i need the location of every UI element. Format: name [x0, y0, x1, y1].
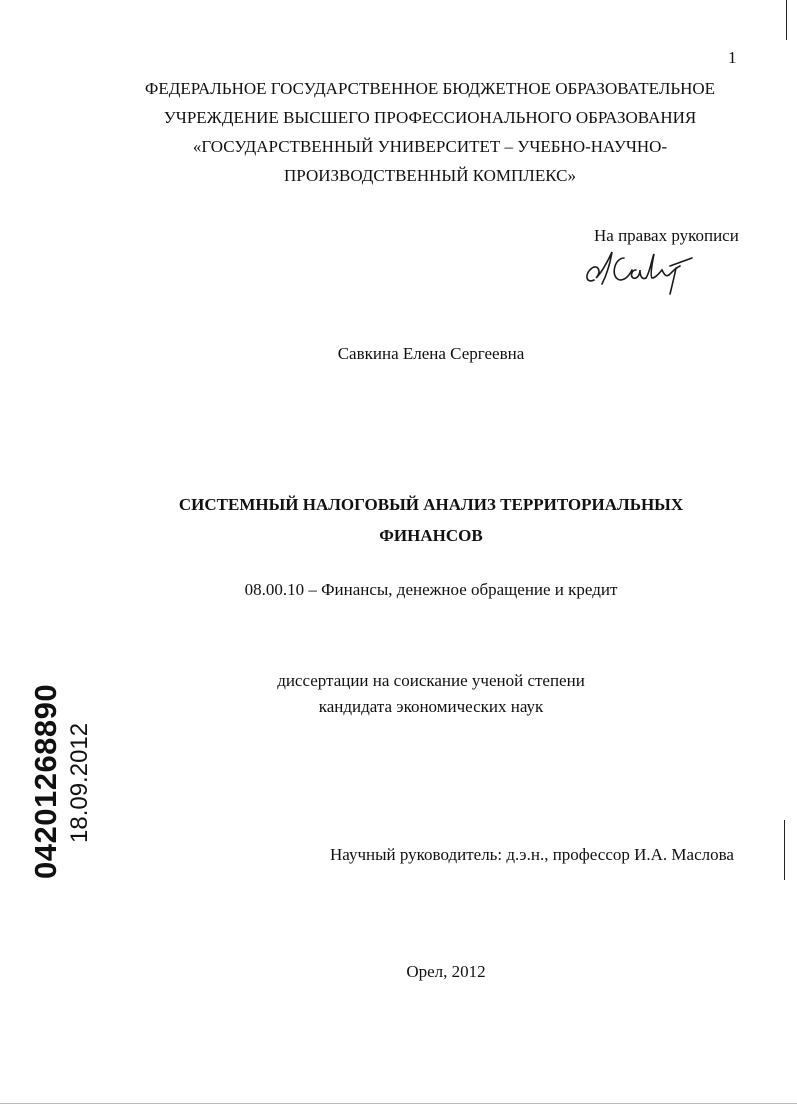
- library-stamp-date: 18.09.2012: [66, 722, 93, 843]
- scan-edge-mark-bottom: [0, 1103, 797, 1104]
- page-number: 1: [728, 48, 737, 67]
- dissertation-title: [160, 489, 702, 551]
- institution-line-1: ФЕДЕРАЛЬНОЕ ГОСУДАРСТВЕННОЕ БЮДЖЕТНОЕ ОБРАЗОВАТЕЛЬНОЕ: [144, 79, 716, 98]
- scientific-supervisor: Научный руководитель: д.э.н., профессор И.А. Маслова: [330, 845, 734, 864]
- title-line-1: СИСТЕМНЫЙ НАЛОГОВЫЙ АНАЛИЗ ТЕРРИТОРИАЛЬНЫХ: [178, 495, 684, 514]
- degree-line-2: кандидата экономических наук: [318, 697, 544, 716]
- degree-line-1: диссертации на соискание ученой степени: [277, 671, 585, 690]
- library-stamp-code: 04201268890: [28, 683, 63, 879]
- scan-edge-mark-right: [786, 0, 787, 40]
- institution-line-3: «ГОСУДАРСТВЕННЫЙ УНИВЕРСИТЕТ – УЧЕБНО-НАУЧНО-: [192, 137, 668, 156]
- institution-line-2: УЧРЕЖДЕНИЕ ВЫСШЕГО ПРОФЕССИОНАЛЬНОГО ОБРАЗОВАНИЯ: [163, 108, 697, 127]
- institution-header: [60, 74, 797, 190]
- manuscript-note: На правах рукописи: [594, 226, 739, 245]
- degree-statement: [0, 668, 797, 720]
- title-line-2: ФИНАНСОВ: [379, 526, 483, 545]
- institution-line-4: ПРОИЗВОДСТВЕННЫЙ КОМПЛЕКС»: [284, 166, 576, 185]
- specialty-code: 08.00.10 – Финансы, денежное обращение и кредит: [244, 580, 618, 599]
- scan-edge-mark-right-lower: [784, 820, 785, 880]
- city-year: Орел, 2012: [406, 962, 486, 981]
- author-signature: [580, 244, 700, 296]
- author-name: Савкина Елена Сергеевна: [337, 344, 525, 363]
